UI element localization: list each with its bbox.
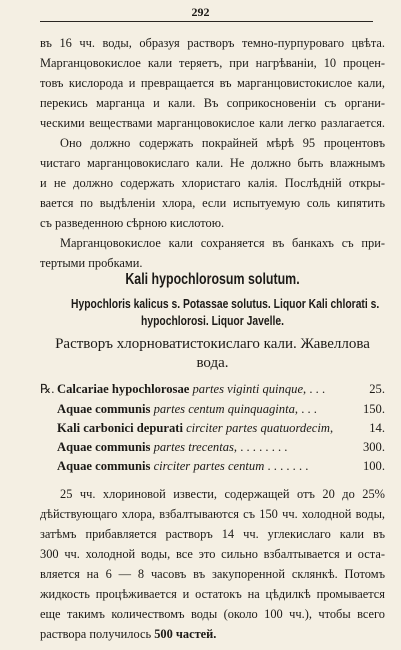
section-synonyms-line: Hypochloris kalicus s. Potassae solutus. Liquor Kali chlorati s. [71, 297, 380, 311]
section-russian-title-line: вода. [196, 355, 229, 371]
text-line: ческими веществами марганцовокислое кали легко разлагается. [40, 116, 385, 130]
recipe-quantity: 14. [369, 421, 385, 435]
text-line: тертыми пробками. [40, 256, 143, 270]
section-title: Kali hypochlorosum solutum. [125, 271, 300, 288]
text-line: затѣмъ прибавляется растворъ 14 чч. углекислаго кали въ [40, 527, 385, 541]
text-line: съ разведенною сѣрною кислотою. [40, 216, 225, 230]
recipe-ingredient: Calcariae hypochlorosae partes viginti quinque, . . . [57, 382, 326, 396]
emphasized-amount: 500 частей. [154, 627, 217, 641]
recipe-ingredient: Aquae communis circiter partes centum . . . . . . . [57, 459, 309, 473]
text-line: вляется на 6 — 8 часовъ въ закупоренной склянкѣ. Потомъ [40, 567, 385, 581]
text-line: жидкость процѣживается и остатокъ на цѣдилкѣ промывается [40, 587, 385, 601]
text-line: 25 чч. хлориновой извести, содержащей отъ 20 до 25% [60, 487, 385, 501]
recipe-quantity: 150. [362, 402, 385, 416]
text-line: Марганцовокислое кали сохраняется въ банкахъ съ при- [60, 236, 385, 250]
text-line: товъ кислорода и превращается въ марганцовистокислое кали, [40, 76, 385, 90]
text-line: еще такимъ количествомъ воды (около 100 чч.), чтобы всего [40, 607, 385, 621]
text-line: вается по выдѣленіи хлора, если испытуемую соль кипятить [40, 196, 385, 210]
text-line: Марганцовокислое кали теряетъ, при нагрѣваніи, 10 процен- [40, 56, 385, 70]
text-line: Оно должно содержать покрайней мѣрѣ 95 процентовъ [60, 136, 385, 150]
text-line: чистаго марганцовокислаго кали. Не должно быть влажнымъ [40, 156, 385, 170]
text-line: 300 чч. холодной воды, все это сильно взбалтывается и оста- [40, 547, 385, 561]
page-number: 292 [191, 5, 210, 19]
recipe-quantity: 100. [362, 459, 385, 473]
recipe-quantity: 300. [362, 440, 385, 454]
recipe-ingredient: Aquae communis partes trecentas, . . . . . . . . [57, 440, 288, 454]
section-synonyms-line: hypochlorosi. Liquor Javelle. [141, 314, 284, 328]
section-russian-title-line: Растворъ хлорноватистокислаго кали. Жавеллова [55, 336, 370, 352]
text-line: въ 16 чч. воды, образуя растворъ темно-пурпуроваго цвѣта. [40, 36, 385, 50]
recipe-quantity: 25. [369, 382, 385, 396]
text-line: и не должно содержать хлористаго калія. Послѣдній откры- [40, 176, 385, 190]
recipe-symbol: ℞. [40, 382, 55, 396]
header-rule [40, 21, 373, 22]
text-line: дѣйствующаго хлора, взбалтываются съ 150 чч. холодной воды, [40, 507, 385, 521]
text-line-final: раствора получилось 500 частей. [40, 627, 217, 641]
text-line: перекись марганца и кали. Въ соприкосновеніи съ органи- [40, 96, 385, 110]
recipe-ingredient: Kali carbonici depurati circiter partes quatuordecim, [57, 421, 334, 435]
recipe-ingredient: Aquae communis partes centum quinquaginta, . . . [57, 402, 317, 416]
